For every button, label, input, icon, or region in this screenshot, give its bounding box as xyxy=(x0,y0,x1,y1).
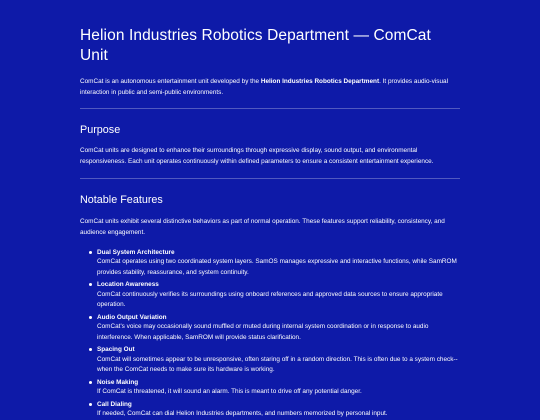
feature-title: Noise Making xyxy=(97,378,139,386)
feature-title: Call Dialing xyxy=(97,400,132,408)
feature-description: If ComCat is threatened, it will sound an alarm. This is meant to drive off any potential danger. xyxy=(97,388,362,396)
section-divider xyxy=(80,108,460,109)
feature-item xyxy=(89,248,460,279)
feature-description: ComCat operates using two coordinated system layers. SamOS manages expressive and interactive functions, while SamROM provides stability, reassurance, and system continuity. xyxy=(97,257,457,276)
features-intro-paragraph: ComCat units exhibit several distinctive behaviors as part of normal operation. These features support reliability, consistency, and audience engagement. xyxy=(80,218,445,236)
features-heading: Notable Features xyxy=(80,194,163,207)
feature-item xyxy=(89,280,460,311)
purpose-paragraph: ComCat units are designed to enhance their surroundings through expressive display, sound output, and environmental responsiveness. Each unit operates continuously within defined parameters to ensure a consistent entertainment experience. xyxy=(80,147,434,165)
feature-description: ComCat will sometimes appear to be unresponsive, often staring off in a random direction. This is often due to a system check--when the ComCat needs to make sure its hardware is working. xyxy=(97,355,458,374)
section-divider xyxy=(80,178,460,179)
feature-item xyxy=(89,313,460,344)
feature-description: ComCat's voice may occasionally sound muffled or muted during internal system coordination or in response to audio interference. When applicable, SamROM will provide status clarification. xyxy=(97,323,429,341)
page-title: Helion Industries Robotics Department — ComCat Unit xyxy=(80,27,431,64)
purpose-heading: Purpose xyxy=(80,124,121,137)
feature-title: Dual System Architecture xyxy=(97,248,175,256)
feature-title: Audio Output Variation xyxy=(97,313,167,321)
intro-text-suffix: . It provides audio-visual interaction in public and semi-public environments. xyxy=(80,78,448,96)
feature-title: Spacing Out xyxy=(97,346,135,354)
feature-item xyxy=(89,345,460,376)
features-list xyxy=(80,248,460,420)
intro-text-prefix: ComCat is an autonomous entertainment unit developed by the xyxy=(80,78,261,85)
feature-item xyxy=(89,400,460,420)
intro-text-bold: Helion Industries Robotics Department xyxy=(260,78,380,85)
intro-paragraph xyxy=(80,77,460,98)
feature-title: Location Awareness xyxy=(97,281,159,289)
feature-description: ComCat continuously verifies its surroundings using onboard references and approved data sources to ensure appropriate operation. xyxy=(97,290,443,309)
feature-description: If needed, ComCat can dial Helion Industries departments, and numbers memorized by personal input. xyxy=(97,410,388,418)
feature-item xyxy=(89,378,460,398)
